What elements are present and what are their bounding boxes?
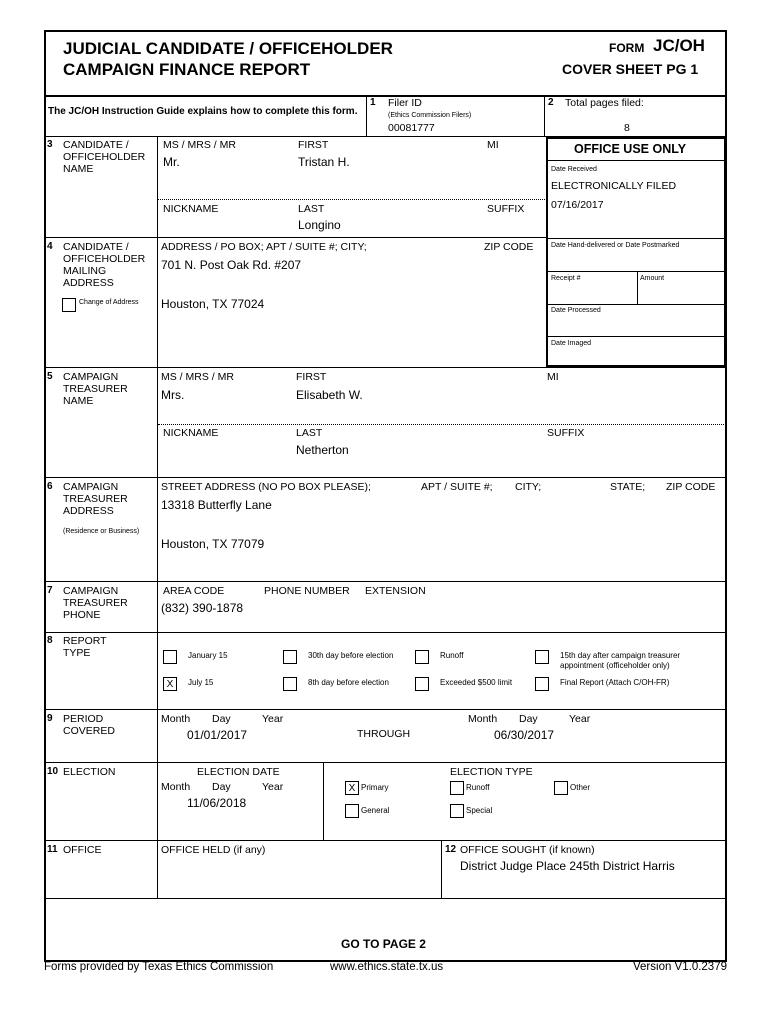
treasurer-title-label: MS / MRS / MR bbox=[161, 371, 234, 383]
candidate-title-label: MS / MRS / MR bbox=[163, 139, 236, 151]
candidate-last-value[interactable]: Longino bbox=[298, 218, 341, 232]
report-july15-label: July 15 bbox=[188, 678, 214, 687]
apt-suite-label: APT / SUITE #; bbox=[421, 481, 493, 493]
section-7-num: 7 bbox=[47, 585, 53, 596]
report-15day-label-l1: 15th day after campaign treasurer bbox=[560, 651, 681, 660]
date-received-date: 07/16/2017 bbox=[551, 199, 604, 211]
section-3-label-l3: NAME bbox=[63, 163, 94, 175]
report-15day-label-l2: appointment (officeholder only) bbox=[560, 661, 670, 670]
treasurer-mi-label: MI bbox=[547, 371, 559, 383]
section-7-label-l1: CAMPAIGN bbox=[63, 585, 119, 597]
election-primary-checkbox[interactable]: X bbox=[345, 781, 359, 795]
filer-id-label: Filer ID bbox=[388, 97, 422, 109]
candidate-mi-label: MI bbox=[487, 139, 499, 151]
treasurer-first-value[interactable]: Elisabeth W. bbox=[296, 388, 363, 402]
period-from-month-label: Month bbox=[161, 713, 191, 725]
total-pages-num: 2 bbox=[548, 97, 554, 108]
section-3-label-l1: CANDIDATE / bbox=[63, 139, 129, 151]
section-8-num: 8 bbox=[47, 635, 53, 646]
date-processed-label: Date Processed bbox=[551, 307, 601, 314]
hand-delivered-label: Date Hand-delivered or Date Postmarked bbox=[551, 242, 680, 249]
report-runoff-checkbox[interactable] bbox=[415, 650, 429, 664]
residence-note: (Residence or Business) bbox=[63, 528, 140, 535]
treasurer-nickname-label: NICKNAME bbox=[163, 427, 219, 439]
section-6-num: 6 bbox=[47, 481, 53, 492]
report-exceeded-checkbox[interactable] bbox=[415, 677, 429, 691]
footer-version: Version V1.0.2379 bbox=[633, 961, 727, 973]
cover-sheet-label: COVER SHEET PG 1 bbox=[562, 61, 699, 77]
section-9-label-l2: COVERED bbox=[63, 725, 115, 737]
footer-url[interactable]: www.ethics.state.tx.us bbox=[330, 961, 444, 973]
section-5-label-l3: NAME bbox=[63, 395, 94, 407]
go-to-page-2: GO TO PAGE 2 bbox=[341, 937, 426, 951]
candidate-first-value[interactable]: Tristan H. bbox=[298, 155, 350, 169]
report-january15-label: January 15 bbox=[188, 651, 228, 660]
election-month-label: Month bbox=[161, 781, 191, 793]
date-received-value: ELECTRONICALLY FILED bbox=[551, 180, 677, 192]
section-4-num: 4 bbox=[47, 241, 53, 252]
mailing-zip-label: ZIP CODE bbox=[484, 241, 534, 253]
election-date-label: ELECTION DATE bbox=[197, 766, 280, 778]
election-year-label: Year bbox=[262, 781, 284, 793]
election-day-label: Day bbox=[212, 781, 231, 793]
section-12-num: 12 bbox=[445, 844, 457, 855]
section-6-label-l3: ADDRESS bbox=[63, 505, 114, 517]
change-of-address-checkbox[interactable] bbox=[62, 298, 76, 312]
report-runoff-label: Runoff bbox=[440, 651, 464, 660]
election-special-checkbox[interactable] bbox=[450, 804, 464, 818]
section-9-label-l1: PERIOD bbox=[63, 713, 104, 725]
election-other-checkbox[interactable] bbox=[554, 781, 568, 795]
election-general-label: General bbox=[361, 806, 390, 815]
period-to-year-label: Year bbox=[569, 713, 591, 725]
candidate-suffix-label: SUFFIX bbox=[487, 203, 525, 215]
treasurer-suffix-label: SUFFIX bbox=[547, 427, 585, 439]
section-4-label-l4: ADDRESS bbox=[63, 277, 114, 289]
form-code: JC/OH bbox=[653, 36, 705, 55]
filer-id-value[interactable]: 00081777 bbox=[388, 122, 435, 134]
filer-id-sub: (Ethics Commission Filers) bbox=[388, 112, 472, 119]
total-pages-value[interactable]: 8 bbox=[624, 122, 630, 134]
section-7-label-l2: TREASURER bbox=[63, 597, 128, 609]
section-4-label-l3: MAILING bbox=[63, 265, 107, 277]
form-title-line1: JUDICIAL CANDIDATE / OFFICEHOLDER bbox=[63, 39, 393, 58]
street-address-label: STREET ADDRESS (NO PO BOX PLEASE); bbox=[161, 481, 371, 493]
form-title-line2: CAMPAIGN FINANCE REPORT bbox=[63, 60, 311, 79]
report-final-checkbox[interactable] bbox=[535, 677, 549, 691]
report-30day-label: 30th day before election bbox=[308, 651, 394, 660]
section-11-num: 11 bbox=[47, 844, 58, 855]
instructions-text: The JC/OH Instruction Guide explains how to complete this form. bbox=[48, 106, 358, 117]
section-4-label-l2: OFFICEHOLDER bbox=[63, 253, 146, 265]
mailing-address-line1[interactable]: 701 N. Post Oak Rd. #207 bbox=[161, 258, 302, 272]
section-4-label-l1: CANDIDATE / bbox=[63, 241, 129, 253]
section-6-label-l1: CAMPAIGN bbox=[63, 481, 119, 493]
treasurer-first-label: FIRST bbox=[296, 371, 327, 383]
area-code-label: AREA CODE bbox=[163, 585, 225, 597]
period-from-day-label: Day bbox=[212, 713, 231, 725]
election-special-label: Special bbox=[466, 806, 493, 815]
section-10-label: ELECTION bbox=[63, 766, 116, 778]
phone-number-label: PHONE NUMBER bbox=[264, 585, 350, 597]
date-imaged-label: Date Imaged bbox=[551, 340, 592, 347]
treasurer-last-value[interactable]: Netherton bbox=[296, 443, 349, 457]
election-runoff-checkbox[interactable] bbox=[450, 781, 464, 795]
filer-id-num: 1 bbox=[370, 97, 376, 108]
office-use-title: OFFICE USE ONLY bbox=[574, 142, 687, 156]
treasurer-title-value[interactable]: Mrs. bbox=[161, 388, 185, 402]
section-10-num: 10 bbox=[47, 766, 59, 777]
candidate-nickname-label: NICKNAME bbox=[163, 203, 219, 215]
mailing-address-line2[interactable]: Houston, TX 77024 bbox=[161, 297, 265, 311]
section-6-label-l2: TREASURER bbox=[63, 493, 128, 505]
office-sought-value[interactable]: District Judge Place 245th District Harris bbox=[460, 859, 675, 873]
receipt-label: Receipt # bbox=[551, 275, 581, 282]
report-january15-checkbox[interactable] bbox=[163, 650, 177, 664]
change-of-address-label: Change of Address bbox=[79, 299, 139, 306]
period-from-year-label: Year bbox=[262, 713, 284, 725]
election-date-value[interactable]: 11/06/2018 bbox=[187, 796, 247, 810]
report-exceeded-label: Exceeded $500 limit bbox=[440, 678, 513, 687]
section-9-num: 9 bbox=[47, 713, 53, 724]
phone-value[interactable]: (832) 390-1878 bbox=[161, 601, 244, 615]
office-held-label: OFFICE HELD (if any) bbox=[161, 844, 266, 856]
candidate-first-label: FIRST bbox=[298, 139, 329, 151]
report-8day-checkbox[interactable] bbox=[283, 677, 297, 691]
election-runoff-label: Runoff bbox=[466, 783, 490, 792]
city-label: CITY; bbox=[515, 481, 542, 493]
date-received-label: Date Received bbox=[551, 166, 597, 173]
report-8day-label: 8th day before election bbox=[308, 678, 389, 687]
section-3-label-l2: OFFICEHOLDER bbox=[63, 151, 146, 163]
section-8-label-l2: TYPE bbox=[63, 647, 91, 659]
candidate-title-value[interactable]: Mr. bbox=[163, 155, 180, 169]
election-other-label: Other bbox=[570, 783, 591, 792]
amount-label: Amount bbox=[640, 275, 665, 282]
section-7-label-l3: PHONE bbox=[63, 609, 101, 621]
treasurer-address-line2[interactable]: Houston, TX 77079 bbox=[161, 537, 265, 551]
candidate-last-label: LAST bbox=[298, 203, 325, 215]
extension-label: EXTENSION bbox=[365, 585, 426, 597]
zip-code-label: ZIP CODE bbox=[666, 481, 716, 493]
period-to-value[interactable]: 06/30/2017 bbox=[494, 728, 555, 742]
section-5-label-l1: CAMPAIGN bbox=[63, 371, 119, 383]
total-pages-label: Total pages filed: bbox=[565, 97, 644, 109]
period-to-day-label: Day bbox=[519, 713, 538, 725]
footer-provided: Forms provided by Texas Ethics Commission bbox=[44, 961, 274, 973]
office-sought-label: OFFICE SOUGHT (if known) bbox=[460, 844, 595, 856]
report-15day-checkbox[interactable] bbox=[535, 650, 549, 664]
section-8-label-l1: REPORT bbox=[63, 635, 107, 647]
report-30day-checkbox[interactable] bbox=[283, 650, 297, 664]
treasurer-last-label: LAST bbox=[296, 427, 323, 439]
state-label: STATE; bbox=[610, 481, 646, 493]
period-from-value[interactable]: 01/01/2017 bbox=[187, 728, 248, 742]
section-3-num: 3 bbox=[47, 139, 53, 150]
report-final-label: Final Report (Attach C/OH-FR) bbox=[560, 678, 670, 687]
mailing-address-label: ADDRESS / PO BOX; APT / SUITE #; CITY; bbox=[161, 241, 367, 253]
form-word: FORM bbox=[609, 41, 645, 55]
treasurer-address-line1[interactable]: 13318 Butterfly Lane bbox=[161, 498, 272, 512]
period-through-label: THROUGH bbox=[357, 728, 411, 740]
section-5-num: 5 bbox=[47, 371, 53, 382]
report-july15-checkbox[interactable]: X bbox=[163, 677, 177, 691]
section-5-label-l2: TREASURER bbox=[63, 383, 128, 395]
election-primary-label: Primary bbox=[361, 783, 389, 792]
section-11-label: OFFICE bbox=[63, 844, 102, 856]
period-to-month-label: Month bbox=[468, 713, 498, 725]
election-general-checkbox[interactable] bbox=[345, 804, 359, 818]
election-type-label: ELECTION TYPE bbox=[450, 766, 533, 778]
